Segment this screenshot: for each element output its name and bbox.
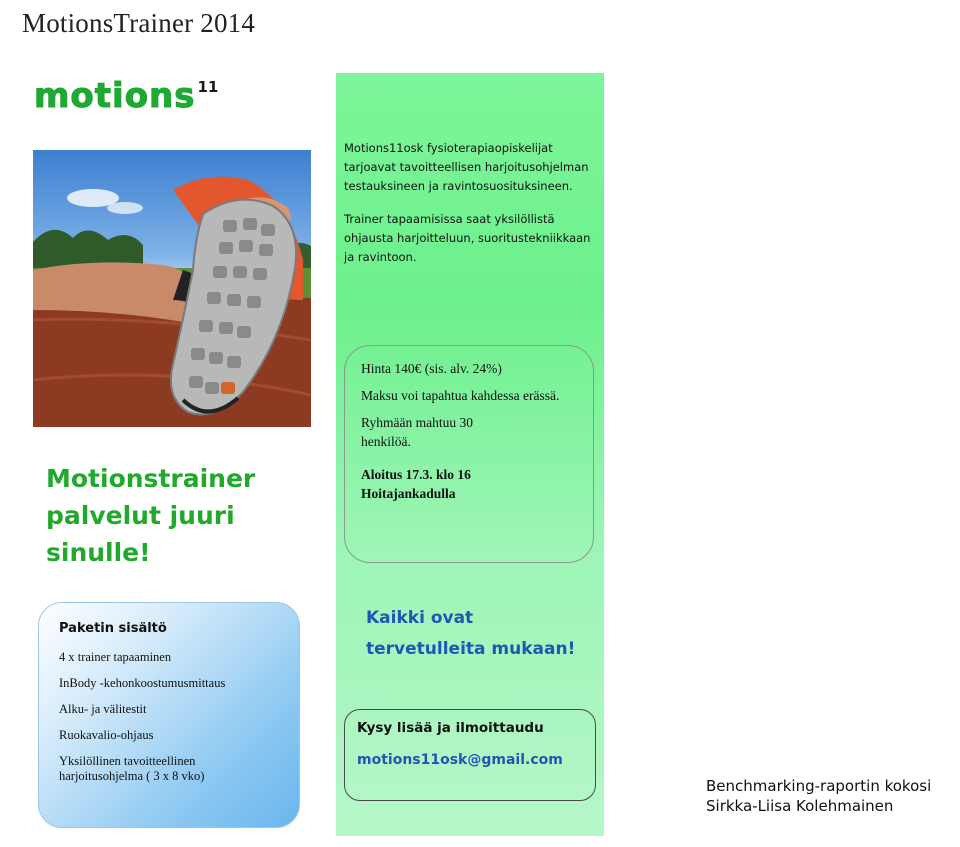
logo-number: 11 — [197, 78, 219, 96]
page-title: MotionsTrainer 2014 — [22, 8, 256, 38]
credit-line: Sirkka-Liisa Kolehmainen — [706, 797, 894, 815]
package-title: Paketin sisältö — [59, 621, 167, 636]
headline-line: palvelut juuri — [46, 501, 235, 530]
intro-paragraph: Motions11osk fysioterapiaopiskelijat tarjoavat tavoitteellisen harjoitusohjelman testauksineen ja ravintosuosituksineen. — [344, 141, 589, 193]
package-item: InBody -kehonkoostumusmittaus — [59, 676, 226, 690]
payment-line: Maksu voi tapahtua kahdessa erässä. — [361, 388, 560, 403]
headline — [46, 460, 306, 571]
package-contents-box — [38, 602, 300, 828]
report-credit — [706, 776, 931, 816]
price-line: Hinta 140€ (sis. alv. 24%) — [361, 361, 502, 376]
welcome-text: Kaikki ovat tervetulleita mukaan! — [366, 608, 576, 659]
start-line: Aloitus 17.3. klo 16 — [361, 467, 471, 482]
intro-text — [344, 139, 596, 281]
contact-title: Kysy lisää ja ilmoittaudu — [357, 720, 544, 736]
headline-line: sinulle! — [46, 538, 151, 567]
headline-line: Motionstrainer — [46, 464, 256, 493]
package-item: 4 x trainer tapaaminen — [59, 650, 172, 664]
contact-box — [344, 709, 596, 801]
price-info-box — [344, 345, 594, 563]
capacity-line: Ryhmään mahtuu 30 henkilöä. — [361, 415, 473, 449]
place-line: Hoitajankadulla — [361, 486, 456, 501]
runner-illustration — [33, 150, 311, 427]
logo-word: motions — [34, 76, 196, 116]
package-item: Alku- ja välitestit — [59, 702, 147, 716]
credit-line: Benchmarking-raportin kokosi — [706, 777, 932, 795]
package-item: Yksilöllinen tavoitteellinen harjoitusohjelma ( 3 x 8 vko) — [59, 754, 205, 783]
contact-email-link[interactable]: motions11osk@gmail.com — [357, 752, 563, 768]
info-panel — [336, 73, 604, 836]
intro-paragraph: Trainer tapaamisissa saat yksilöllistä ohjausta harjoitteluun, suoritustekniikkaan ja ravintoon. — [344, 212, 591, 264]
runner-stretching-photo — [33, 150, 311, 427]
package-item: Ruokavalio-ohjaus — [59, 728, 154, 742]
motions11-logo — [34, 76, 218, 116]
